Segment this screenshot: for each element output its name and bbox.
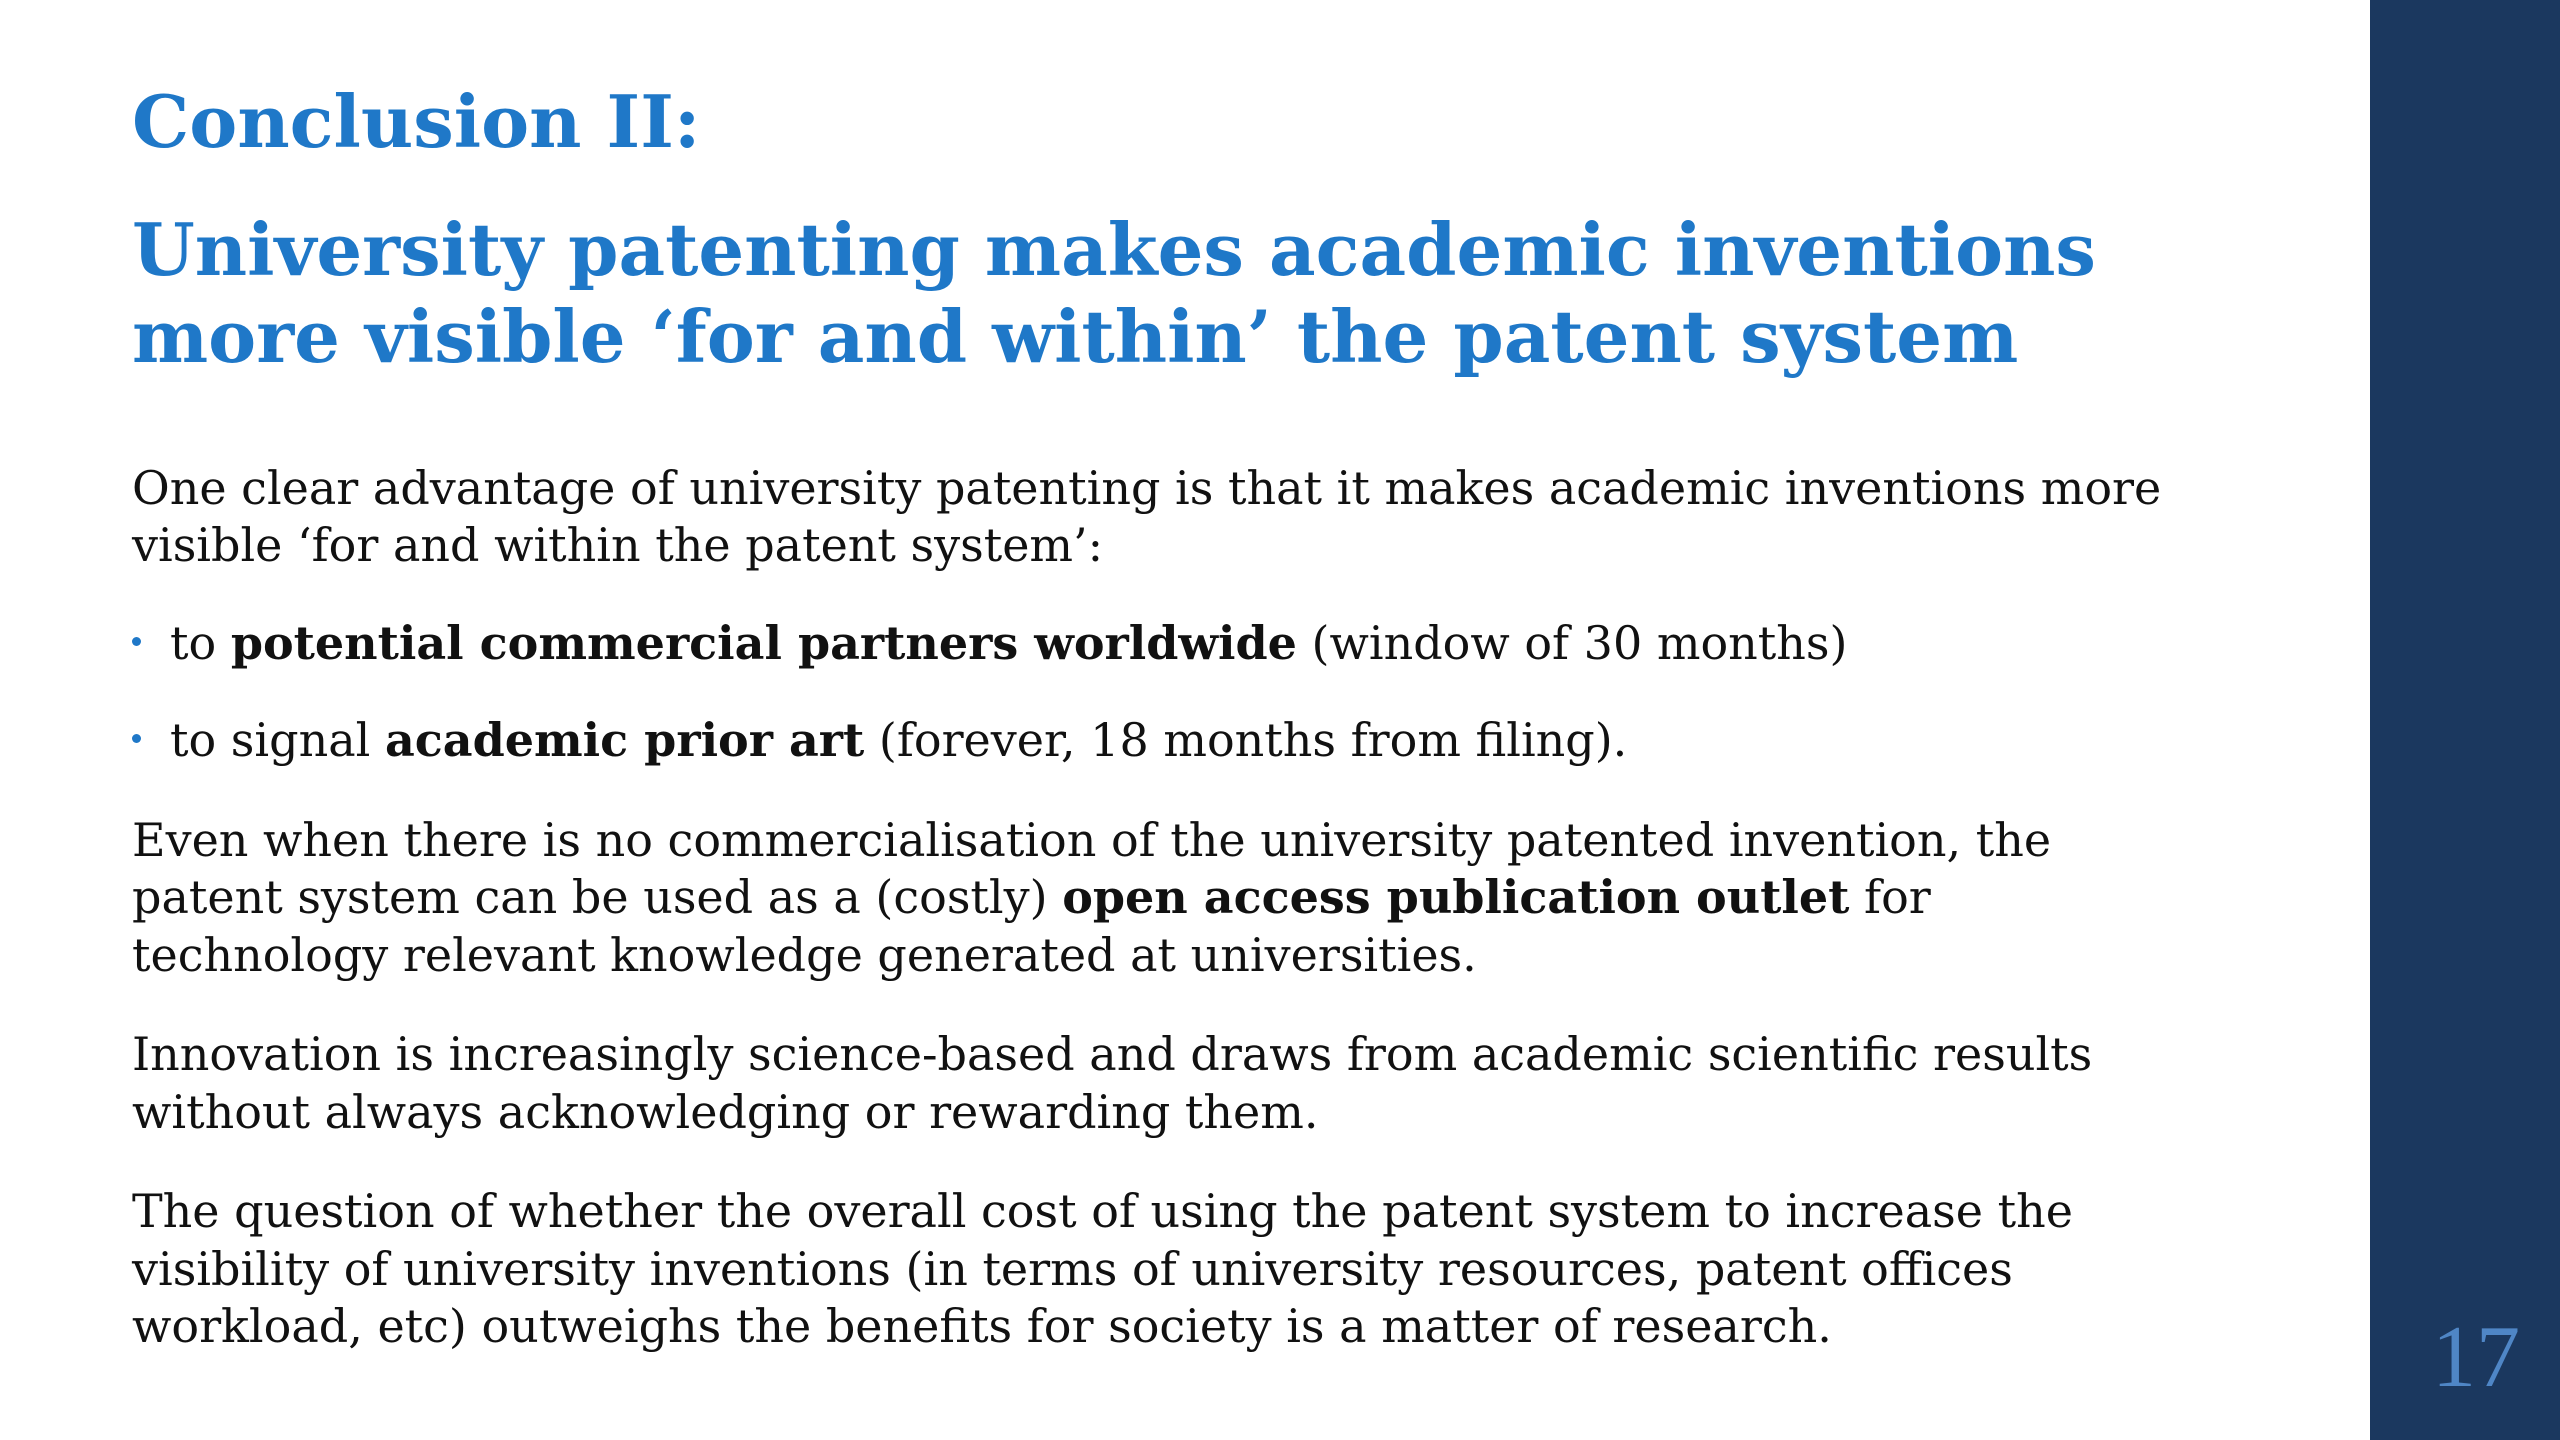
bullet-list xyxy=(132,615,2282,770)
bullet-item-prior-art xyxy=(132,712,2210,770)
bullet-item-commercial-partners xyxy=(132,615,2210,673)
slide-content xyxy=(132,79,2282,1356)
bullet-text-bold: academic prior art xyxy=(384,713,865,768)
bullet-text-prefix: to signal xyxy=(170,713,385,768)
bullet-text-suffix: (forever, 18 months from filing). xyxy=(864,713,1628,768)
slide-subtitle: University patenting makes academic inventions more visible ‘for and within’ the patent system xyxy=(132,207,2096,379)
paragraph-text-suffix: for technology relevant knowledge generated at universities. xyxy=(132,870,1931,982)
intro-paragraph: One clear advantage of university patenting is that it makes academic inventions more visible ‘for and within the patent system’: xyxy=(132,460,2162,573)
bullet-text-prefix: to xyxy=(170,615,231,670)
paragraph-commercialisation xyxy=(132,812,2172,985)
bullet-icon xyxy=(132,637,141,646)
paragraph-innovation: Innovation is increasingly science-based and draws from academic scientific results without always acknowledging or rewarding them. xyxy=(132,1027,2093,1139)
bullet-icon xyxy=(132,734,141,743)
page-number: 17 xyxy=(2432,1309,2520,1406)
paragraph-text-bold: open access publication outlet xyxy=(1062,870,1850,925)
paragraph-text-prefix: Even when there is no commercialisation of the university patented invention, the patent system can be used as a (costly) xyxy=(132,812,2052,925)
bullet-text-suffix: (window of 30 months) xyxy=(1296,615,1848,670)
bullet-text-bold: potential commercial partners worldwide xyxy=(230,615,1297,670)
paragraph-cost-question: The question of whether the overall cost of using the patent system to increase the visibility of university inventions (in terms of university resources, patent offices workload, etc) outweighs the benefits for society is a matter of research. xyxy=(132,1184,2073,1354)
slide-title: Conclusion II: xyxy=(132,79,701,164)
sidebar-band xyxy=(2370,0,2560,1440)
